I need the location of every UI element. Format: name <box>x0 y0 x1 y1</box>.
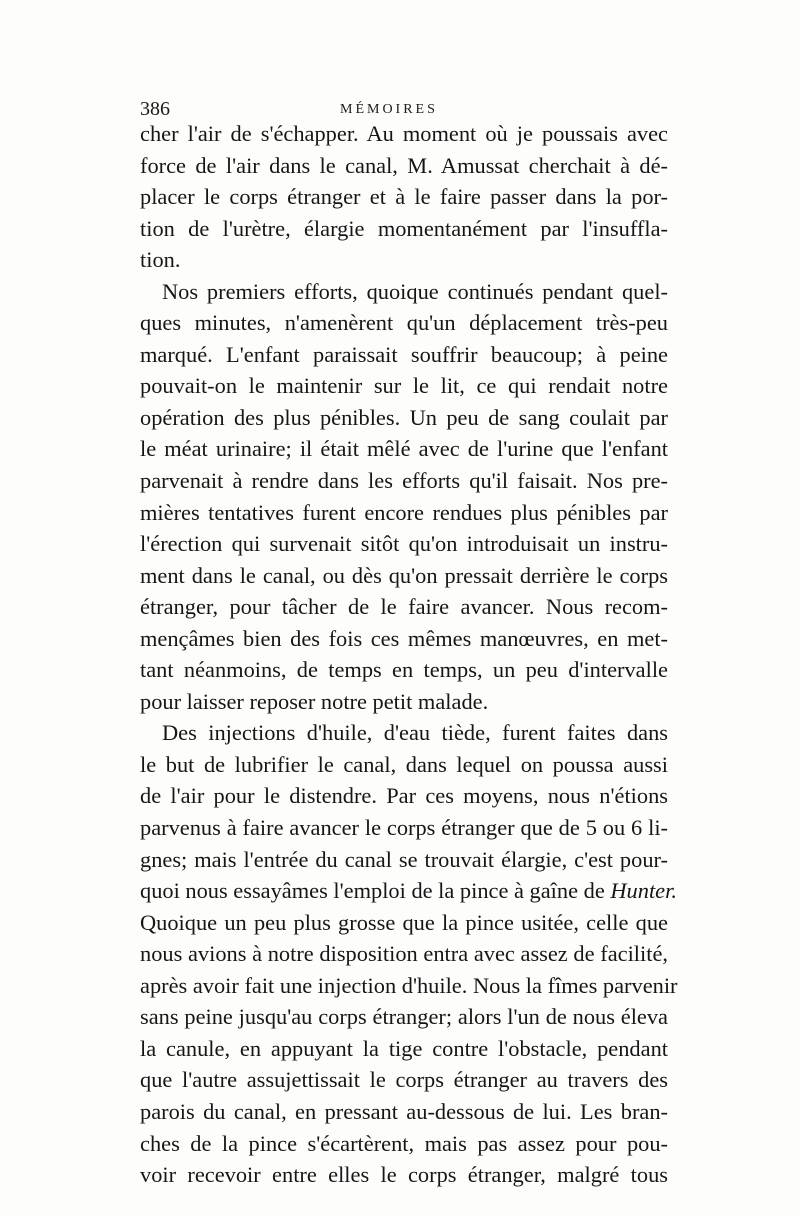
text-line: le but de lubrifier le canal, dans lequel on poussa aussi <box>140 751 668 777</box>
text-line: après avoir fait une injection d'huile. Nous la fîmes parvenir <box>140 972 678 998</box>
text-line: mençâmes bien des fois ces mêmes manœuvres, en met- <box>140 625 668 651</box>
text-line: gnes; mais l'entrée du canal se trouvait élargie, c'est pour- <box>140 846 668 872</box>
text-line: force de l'air dans le canal, M. Amussat cherchait à dé- <box>140 152 668 178</box>
page-number: 386 <box>140 98 170 120</box>
text-line: le méat urinaire; il était mêlé avec de l'urine que l'enfant <box>140 436 668 462</box>
text-line: parvenus à faire avancer le corps étranger que de 5 ou 6 li- <box>140 815 668 841</box>
text-line: tion de l'urètre, élargie momentanément par l'insuffla- <box>140 215 668 241</box>
text-line: l'érection qui survenait sitôt qu'on introduisait un instru- <box>140 531 668 557</box>
text-line: de l'air pour le distendre. Par ces moyens, nous n'étions <box>140 783 668 809</box>
text-line-with-italic <box>140 875 677 907</box>
text-line: ques minutes, n'amenèrent qu'un déplacement très-peu <box>140 310 668 336</box>
text-line: cher l'air de s'échapper. Au moment où je poussais avec <box>140 121 668 146</box>
text-line: sans peine jusqu'au corps étranger; alors l'un de nous éleva <box>140 1004 668 1030</box>
text-line: pouvait-on le maintenir sur le lit, ce qui rendait notre <box>140 373 668 399</box>
text-line: mières tentatives furent encore rendues plus pénibles par <box>140 499 668 525</box>
text-line: marqué. L'enfant paraissait souffrir beaucoup; à peine <box>140 341 668 367</box>
text-line: ches de la pince s'écartèrent, mais pas assez pour pou- <box>140 1130 668 1156</box>
text-line: tant néanmoins, de temps en temps, un peu d'intervalle <box>140 657 668 683</box>
paragraph-first-line: Nos premiers efforts, quoique continués pendant quel- <box>162 278 668 304</box>
body-text <box>140 118 678 1191</box>
running-title: MÉMOIRES <box>340 102 438 117</box>
text-line: la canule, en appuyant la tige contre l'obstacle, pendant <box>140 1035 668 1061</box>
text-line: pour laisser reposer notre petit malade. <box>140 688 489 714</box>
text-line: Quoique un peu plus grosse que la pince usitée, celle que <box>140 909 668 935</box>
italic-name: Hunter. <box>610 878 677 904</box>
text-line: tion. <box>140 247 181 273</box>
text-line: parvenait à rendre dans les efforts qu'il faisait. Nos pre- <box>140 468 668 494</box>
text-line: ment dans le canal, ou dès qu'on pressait derrière le corps <box>140 562 668 588</box>
text-line: voir recevoir entre elles le corps étranger, malgré tous <box>140 1162 668 1188</box>
text-line: placer le corps étranger et à le faire passer dans la por- <box>140 184 668 210</box>
paragraph-first-line: Des injections d'huile, d'eau tiède, furent faites dans <box>162 720 668 746</box>
text-line: que l'autre assujettissait le corps étranger au travers des <box>140 1067 668 1093</box>
text-line: opération des plus pénibles. Un peu de sang coulait par <box>140 404 668 430</box>
text-line: nous avions à notre disposition entra avec assez de facilité, <box>140 941 668 967</box>
text-line: étranger, pour tâcher de le faire avancer. Nous recom- <box>140 594 668 620</box>
line-text: quoi nous essayâmes l'emploi de la pince à gaîne de <box>140 878 605 904</box>
text-line: parois du canal, en pressant au-dessous de lui. Les bran- <box>140 1098 668 1124</box>
